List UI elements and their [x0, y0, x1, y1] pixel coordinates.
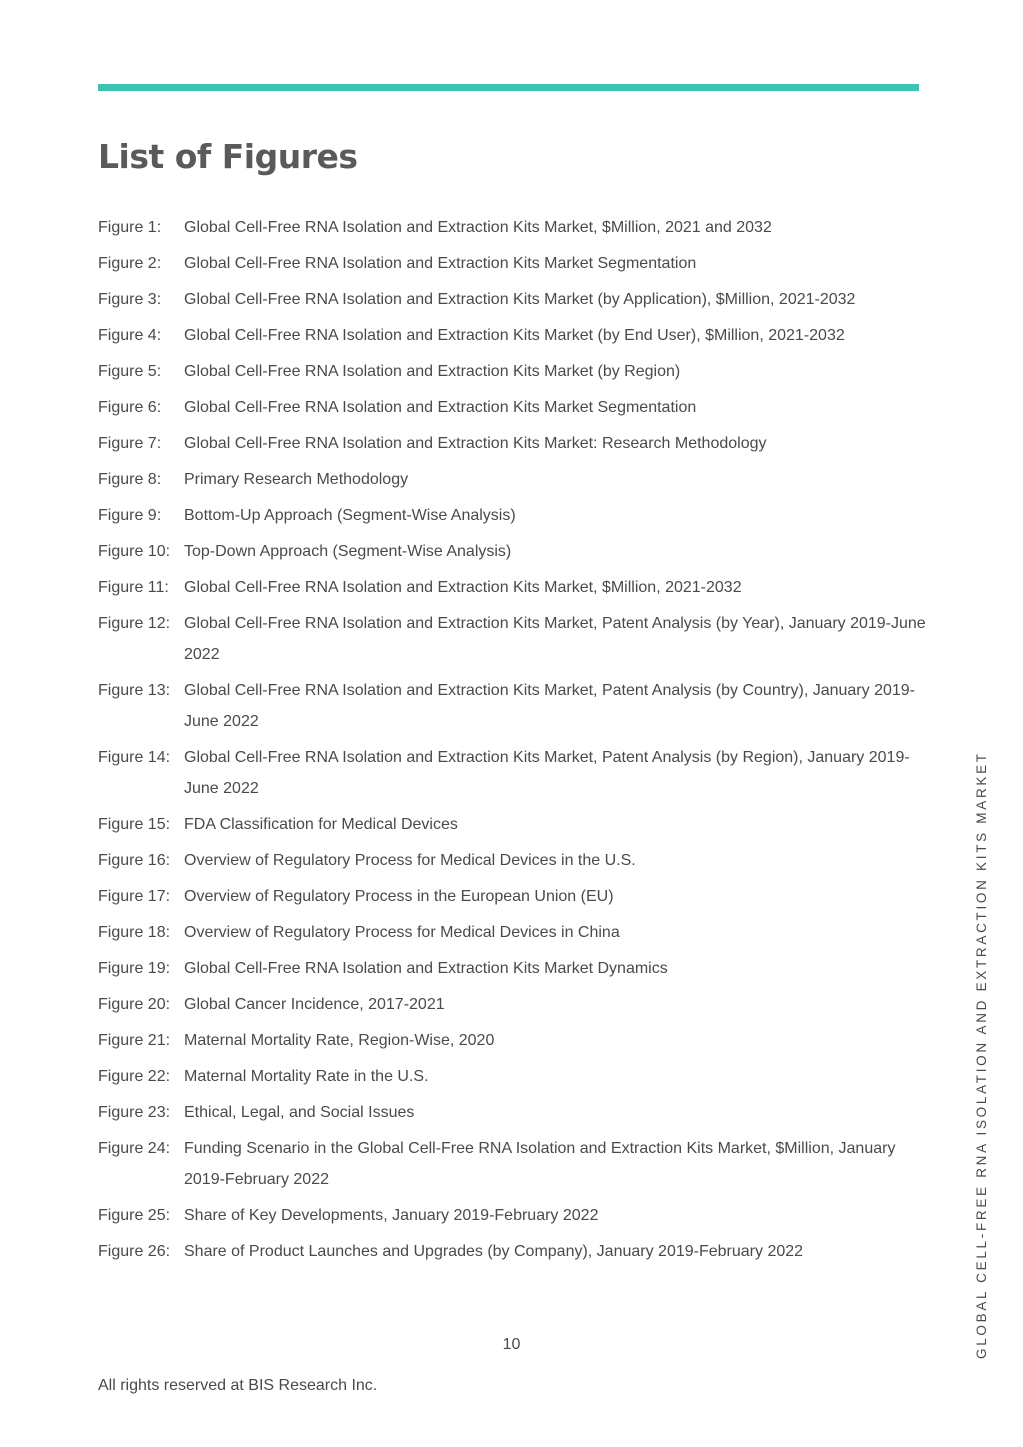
- figure-list-item: [98, 248, 933, 279]
- header-accent-rule: [98, 84, 919, 91]
- figure-list-item: [98, 572, 933, 603]
- figure-number: Figure 22:: [98, 1068, 171, 1085]
- figure-list-item: [98, 742, 933, 804]
- figure-list-item: [98, 809, 933, 840]
- figure-title: Global Cell-Free RNA Isolation and Extraction Kits Market (by Region): [184, 363, 681, 380]
- figure-number: Figure 6:: [98, 399, 162, 416]
- figure-title: Funding Scenario in the Global Cell-Free RNA Isolation and Extraction Kits Market, $Million, January 2019-February 2022: [184, 1140, 896, 1188]
- figure-title: Overview of Regulatory Process for Medical Devices in China: [184, 924, 620, 941]
- figure-list-item: [98, 1025, 933, 1056]
- figure-title: Bottom-Up Approach (Segment-Wise Analysis): [184, 507, 516, 524]
- figure-title: Primary Research Methodology: [184, 471, 409, 488]
- figure-number: Figure 8:: [98, 471, 162, 488]
- figure-title: Overview of Regulatory Process in the European Union (EU): [184, 888, 614, 905]
- figure-number: Figure 15:: [98, 816, 171, 833]
- figure-title: Share of Product Launches and Upgrades (by Company), January 2019-February 2022: [184, 1243, 804, 1260]
- figure-title: Global Cell-Free RNA Isolation and Extraction Kits Market, $Million, 2021-2032: [184, 579, 742, 596]
- figure-list-item: [98, 1061, 933, 1092]
- figure-number: Figure 23:: [98, 1104, 171, 1121]
- figure-number: Figure 18:: [98, 924, 171, 941]
- figure-number: Figure 2:: [98, 255, 162, 272]
- figure-number: Figure 5:: [98, 363, 162, 380]
- figure-number: Figure 1:: [98, 219, 162, 236]
- figure-list-item: [98, 845, 933, 876]
- figure-number: Figure 13:: [98, 682, 171, 699]
- figure-title: FDA Classification for Medical Devices: [184, 816, 458, 833]
- figure-title: Global Cell-Free RNA Isolation and Extraction Kits Market: Research Methodology: [184, 435, 767, 452]
- figure-list-item: [98, 320, 933, 351]
- figure-list-item: [98, 1097, 933, 1128]
- figure-number: Figure 24:: [98, 1140, 171, 1157]
- figure-number: Figure 10:: [98, 543, 171, 560]
- figure-list-item: [98, 608, 933, 670]
- figure-list-item: [98, 989, 933, 1020]
- figure-list-item: [98, 675, 933, 737]
- figure-title: Maternal Mortality Rate, Region-Wise, 2020: [184, 1032, 495, 1049]
- figure-list-item: [98, 392, 933, 423]
- figure-title: Top-Down Approach (Segment-Wise Analysis): [184, 543, 512, 560]
- figure-list-item: [98, 881, 933, 912]
- figure-title: Global Cell-Free RNA Isolation and Extraction Kits Market, Patent Analysis (by Region), January 2019-June 2022: [184, 749, 910, 797]
- figure-number: Figure 26:: [98, 1243, 171, 1260]
- figure-list-item: [98, 500, 933, 531]
- figure-list-item: [98, 212, 933, 243]
- figure-title: Global Cell-Free RNA Isolation and Extraction Kits Market, $Million, 2021 and 2032: [184, 219, 772, 236]
- figure-number: Figure 7:: [98, 435, 162, 452]
- figure-number: Figure 16:: [98, 852, 171, 869]
- figure-list-item: [98, 428, 933, 459]
- figure-number: Figure 14:: [98, 749, 171, 766]
- figure-list-item: [98, 284, 933, 315]
- figure-list-item: [98, 1236, 933, 1267]
- figure-number: Figure 4:: [98, 327, 162, 344]
- figure-list-item: [98, 536, 933, 567]
- figure-number: Figure 3:: [98, 291, 162, 308]
- figure-number: Figure 11:: [98, 579, 169, 596]
- figure-number: Figure 9:: [98, 507, 162, 524]
- figure-title: Global Cell-Free RNA Isolation and Extraction Kits Market, Patent Analysis (by Country), January 2019-June 2022: [184, 682, 915, 730]
- figure-number: Figure 12:: [98, 615, 171, 632]
- page-title: List of Figures: [98, 137, 358, 176]
- figure-title: Global Cell-Free RNA Isolation and Extraction Kits Market Segmentation: [184, 399, 697, 416]
- figure-number: Figure 20:: [98, 996, 171, 1013]
- figure-title: Overview of Regulatory Process for Medical Devices in the U.S.: [184, 852, 636, 869]
- footer-copyright: All rights reserved at BIS Research Inc.: [98, 1377, 378, 1394]
- figure-list-item: [98, 356, 933, 387]
- figure-number: Figure 17:: [98, 888, 171, 905]
- figure-title: Global Cell-Free RNA Isolation and Extraction Kits Market Segmentation: [184, 255, 697, 272]
- page-number: 10: [502, 1336, 521, 1353]
- figure-number: Figure 25:: [98, 1207, 171, 1224]
- figure-title: Ethical, Legal, and Social Issues: [184, 1104, 415, 1121]
- figure-title: Global Cell-Free RNA Isolation and Extraction Kits Market (by Application), $Million, 2021-2032: [184, 291, 856, 308]
- figure-title: Global Cancer Incidence, 2017-2021: [184, 996, 445, 1013]
- figure-list-item: [98, 1133, 933, 1195]
- figure-title: Global Cell-Free RNA Isolation and Extraction Kits Market, Patent Analysis (by Year), January 2019-June 2022: [184, 615, 926, 663]
- figure-list-item: [98, 917, 933, 948]
- figure-list: [98, 212, 933, 1272]
- figure-number: Figure 19:: [98, 960, 171, 977]
- figure-title: Maternal Mortality Rate in the U.S.: [184, 1068, 429, 1085]
- figure-title: Global Cell-Free RNA Isolation and Extraction Kits Market Dynamics: [184, 960, 668, 977]
- figure-title: Global Cell-Free RNA Isolation and Extraction Kits Market (by End User), $Million, 2021-2032: [184, 327, 845, 344]
- figure-list-item: [98, 464, 933, 495]
- side-report-title: GLOBAL CELL-FREE RNA ISOLATION AND EXTRACTION KITS MARKET: [974, 751, 989, 1359]
- figure-list-item: [98, 1200, 933, 1231]
- figure-list-item: [98, 953, 933, 984]
- figure-title: Share of Key Developments, January 2019-February 2022: [184, 1207, 599, 1224]
- figure-number: Figure 21:: [98, 1032, 171, 1049]
